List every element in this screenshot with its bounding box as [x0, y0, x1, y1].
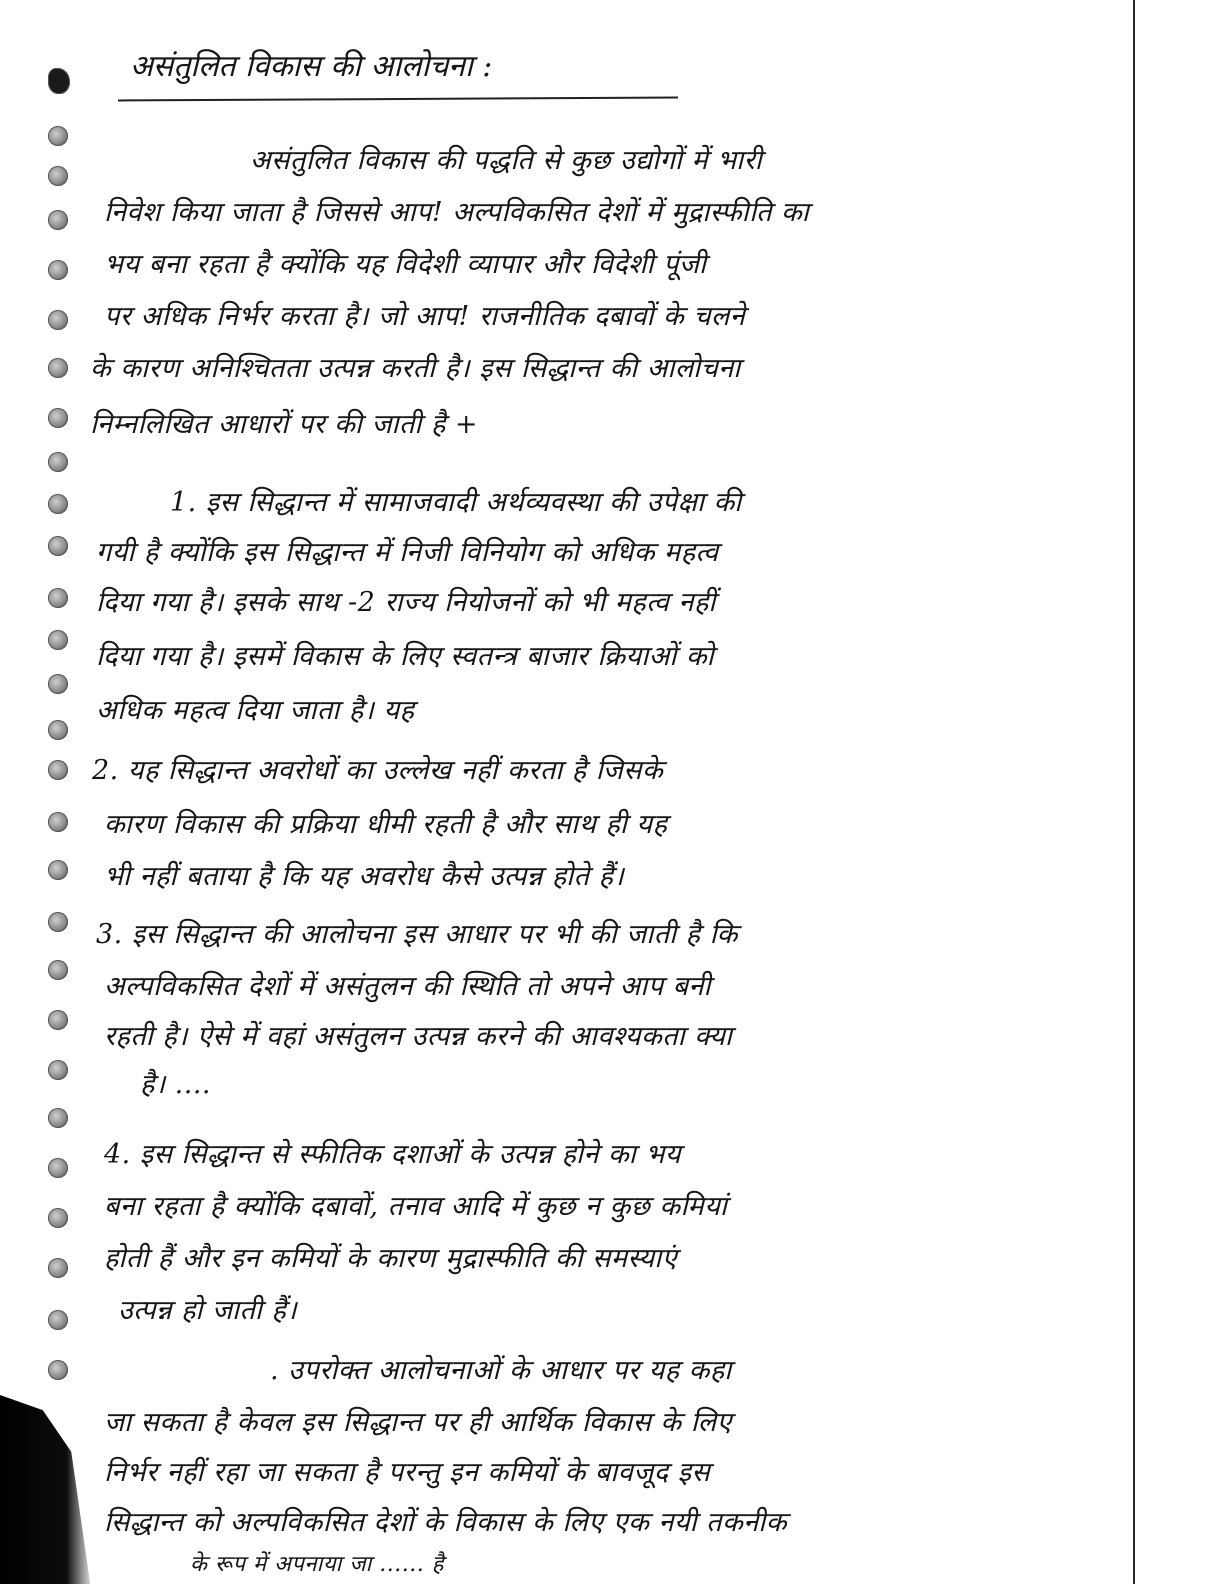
text-line: दिया गया है। इसके साथ -2 राज्य नियोजनों को भी महत्व नहीं: [96, 587, 716, 618]
binding-hole: [48, 68, 70, 94]
binding-hole: [48, 310, 68, 330]
binding-hole: [48, 960, 68, 980]
binding-hole: [48, 1258, 68, 1278]
text-line: 1. इस सिद्धान्त में सामाजवादी अर्थव्यवस्था की उपेक्षा की: [170, 487, 742, 518]
binding-hole: [48, 1108, 68, 1128]
text-line: अधिक महत्व दिया जाता है। यह: [96, 695, 415, 726]
text-line: कारण विकास की प्रक्रिया धीमी रहती है और साथ ही यह: [104, 809, 668, 840]
scan-shadow: [0, 1395, 95, 1584]
text-line: भी नहीं बताया है कि यह अवरोध कैसे उत्पन्न होते हैं।: [104, 861, 625, 892]
binding-hole: [48, 210, 68, 230]
binding-hole: [48, 912, 68, 932]
binding-hole: [48, 536, 68, 556]
text-line: अल्पविकसित देशों में असंतुलन की स्थिति तो अपने आप बनी: [104, 971, 712, 1002]
text-line: 4. इस सिद्धान्त से स्फीतिक दशाओं के उत्पन्न होने का भय: [104, 1139, 682, 1170]
binding-hole: [48, 588, 68, 608]
binding-hole: [48, 630, 68, 650]
margin-line: [1133, 0, 1135, 1584]
text-line: उत्पन्न हो जाती हैं।: [118, 1295, 298, 1326]
binding-hole: [48, 720, 68, 740]
text-line: निवेश किया जाता है जिससे आप! अल्पविकसित देशों में मुद्रास्फीति का: [104, 197, 810, 228]
binding-hole: [48, 1158, 68, 1178]
binding-hole: [48, 1060, 68, 1080]
binding-holes: [48, 60, 78, 1540]
binding-hole: [48, 1360, 68, 1380]
binding-hole: [48, 674, 68, 694]
title-underline: [118, 97, 678, 102]
binding-hole: [48, 1208, 68, 1228]
text-line: असंतुलित विकास की पद्धति से कुछ उद्योगों में भारी: [250, 145, 763, 176]
binding-hole: [48, 260, 68, 280]
binding-hole: [48, 358, 68, 378]
text-line: . उपरोक्त आलोचनाओं के आधार पर यह कहा: [270, 1355, 732, 1386]
text-line: होती हैं और इन कमियों के कारण मुद्रास्फीति की समस्याएं: [104, 1243, 678, 1274]
text-line: निर्भर नहीं रहा जा सकता है परन्तु इन कमियों के बावजूद इस: [104, 1457, 711, 1488]
binding-hole: [48, 494, 68, 514]
text-line: भय बना रहता है क्योंकि यह विदेशी व्यापार और विदेशी पूंजी: [104, 249, 707, 280]
text-line: बना रहता है क्योंकि दबावों, तनाव आदि में कुछ न कुछ कमियां: [104, 1191, 728, 1222]
binding-hole: [48, 408, 68, 428]
text-line: गयी है क्योंकि इस सिद्धान्त में निजी विनियोग को अधिक महत्व: [96, 537, 719, 568]
page-title: असंतुलित विकास की आलोचना :: [130, 49, 493, 84]
text-line: 3. इस सिद्धान्त की आलोचना इस आधार पर भी की जाती है कि: [96, 919, 738, 950]
binding-hole: [48, 812, 68, 832]
binding-hole: [48, 860, 68, 880]
text-line: के रूप में अपनाया जा ...... है: [190, 1552, 444, 1577]
binding-hole: [48, 126, 68, 146]
text-line: जा सकता है केवल इस सिद्धान्त पर ही आर्थिक विकास के लिए: [104, 1407, 732, 1438]
text-line: है। ....: [140, 1069, 211, 1100]
text-line: दिया गया है। इसमें विकास के लिए स्वतन्त्र बाजार क्रियाओं को: [96, 641, 715, 672]
text-line: के कारण अनिश्चितता उत्पन्न करती है। इस सिद्धान्त की आलोचना: [90, 353, 741, 384]
text-line: रहती है। ऐसे में वहां असंतुलन उत्पन्न करने की आवश्यकता क्या: [104, 1021, 733, 1052]
text-line: निम्नलिखित आधारों पर की जाती है +: [90, 409, 479, 440]
binding-hole: [48, 760, 68, 780]
text-line: 2. यह सिद्धान्त अवरोधों का उल्लेख नहीं करता है जिसके: [92, 755, 664, 786]
binding-hole: [48, 1310, 68, 1330]
binding-hole: [48, 452, 68, 472]
text-line: पर अधिक निर्भर करता है। जो आप! राजनीतिक दबावों के चलने: [104, 301, 746, 332]
binding-hole: [48, 166, 68, 186]
binding-hole: [48, 1010, 68, 1030]
text-line: सिद्धान्त को अल्पविकसित देशों के विकास के लिए एक नयी तकनीक: [104, 1507, 788, 1538]
